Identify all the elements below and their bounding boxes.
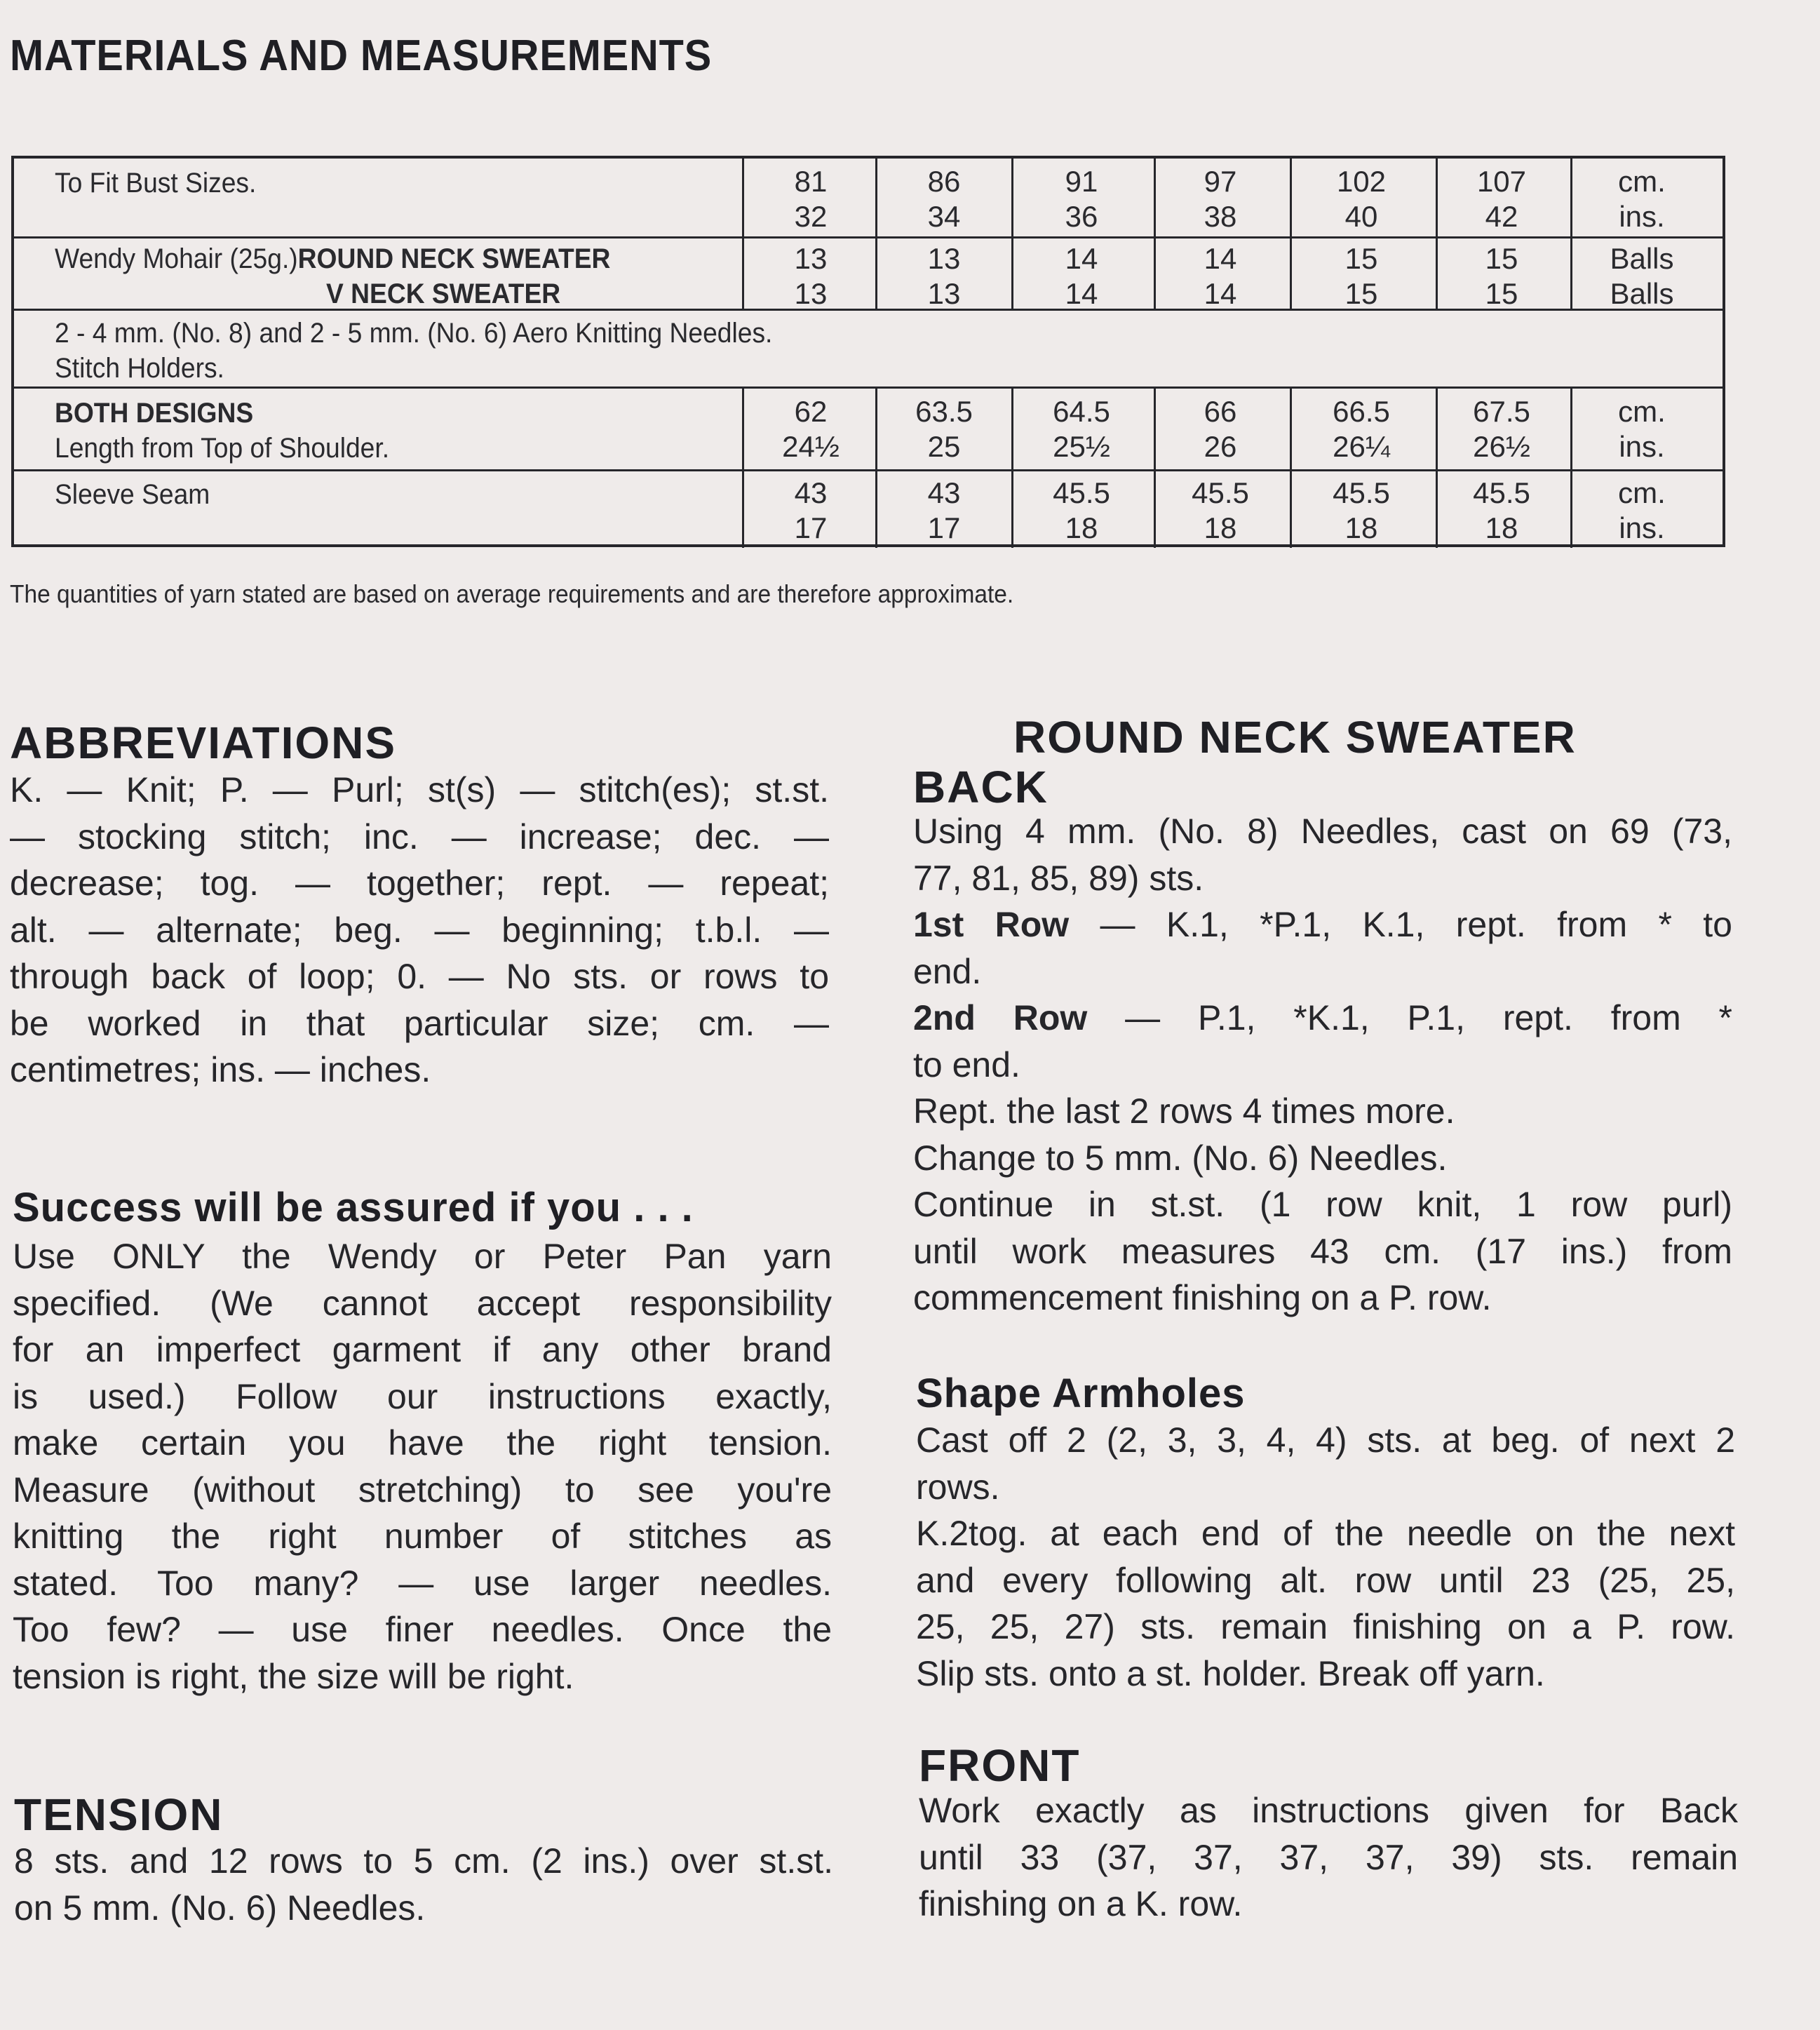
cell-units: cm. ins. (1618, 476, 1666, 544)
armholes-instructions: Cast off 2 (2, 3, 3, 4, 4) sts. at beg. of next 2 rows. K.2tog. at each end of the needle on the next and every following alt. row until 23 (25, 25, 25, 25, 27) sts. remain finishing on a P. row. Slip sts. onto a st. holder. Break off yarn. (916, 1420, 1735, 1693)
cell-units: cm. ins. (1618, 395, 1666, 463)
col-divider (1570, 386, 1572, 548)
front-heading: FRONT (919, 1740, 1081, 1791)
cell-length-4: 66 26 (1204, 395, 1237, 463)
cell-balls-2: 13 13 (927, 242, 961, 310)
row-label-stitch-holders: Stitch Holders. (55, 353, 224, 384)
abbreviations-heading: ABBREVIATIONS (10, 718, 397, 768)
cell-sleeve-1: 43 17 (794, 476, 828, 544)
back-heading: BACK (913, 762, 1049, 812)
cell-balls-3: 14 14 (1065, 242, 1098, 310)
cell-sleeve-3: 45.5 18 (1053, 476, 1110, 544)
row-label-bust-sizes: To Fit Bust Sizes. (55, 168, 257, 199)
row-divider (14, 386, 1723, 389)
row-label-length: Length from Top of Shoulder. (55, 433, 390, 464)
cell-sleeve-4: 45.5 18 (1192, 476, 1249, 544)
cell-sleeve-2: 43 17 (927, 476, 961, 544)
measurements-table (11, 156, 1725, 547)
cell-units: Balls Balls (1610, 242, 1674, 310)
back-instructions: Using 4 mm. (No. 8) Needles, cast on 69 (73, 77, 81, 85, 89) sts. 1st Row — K.1, *P.1, K.1, rept. from * to end. 2nd Row — P.1, *K.1, P.1, rept. from * to end. Rept. the last 2 rows 4 times more. Change to 5 mm. (No. 6) Needles. Continue in st.st. (1 row knit, 1 row purl) until work measures 43 cm. (17 ins.) from commencement finishing on a P. row. (913, 812, 1733, 1317)
cell-units: cm. ins. (1618, 165, 1666, 233)
col-divider (1011, 159, 1013, 309)
cell-length-3: 64.5 25½ (1053, 395, 1110, 463)
cell-length-1: 62 24½ (782, 395, 840, 463)
cell-bust-size-1: 81 32 (794, 165, 828, 233)
col-divider (1290, 386, 1292, 548)
cell-bust-size-2: 86 34 (927, 165, 961, 233)
round-neck-heading: ROUND NECK SWEATER (1013, 712, 1577, 762)
cell-balls-4: 14 14 (1204, 242, 1237, 310)
row-label-needles: 2 - 4 mm. (No. 8) and 2 - 5 mm. (No. 6) Aero Knitting Needles. (55, 318, 773, 349)
cell-bust-size-6: 107 42 (1476, 165, 1527, 233)
tension-text: 8 sts. and 12 rows to 5 cm. (2 ins.) over st.st. on 5 mm. (No. 6) Needles. (14, 1841, 833, 1928)
abbreviations-text: K. — Knit; P. — Purl; st(s) — stitch(es); st.st. — stocking stitch; inc. — increase; dec. — decrease; tog. — together; rept. — repeat; alt. — alternate; beg. — beginning; t.b.l. — through back of loop; 0. — No sts. or rows to be worked in that particular size; cm. — centimetres; ins. — inches. (10, 770, 829, 1089)
success-text: Use ONLY the Wendy or Peter Pan yarn specified. (We cannot accept responsibility for an imperfect garment if any other brand is used.) Follow our instructions exactly, make certain you have the right tension. Measure (without stretching) to see you're knitting the right number of stitches as stated. Too many? — use larger needles. Too few? — use finer needles. Once the tension is right, the size will be right. (13, 1237, 832, 1696)
col-divider (1011, 386, 1013, 548)
row-divider (14, 469, 1723, 471)
row-2-instruction: 2nd Row — P.1, *K.1, P.1, rept. from * (913, 998, 1733, 1037)
cell-length-2: 63.5 25 (915, 395, 973, 463)
col-divider (1570, 159, 1572, 309)
tension-heading: TENSION (14, 1789, 224, 1840)
cell-balls-1: 13 13 (794, 242, 828, 310)
row-label-sleeve-seam: Sleeve Seam (55, 479, 210, 510)
row-label-both-designs: BOTH DESIGNS (55, 398, 254, 429)
row-label-v-neck: V NECK SWEATER (326, 278, 561, 309)
col-divider (1290, 159, 1292, 309)
cell-balls-5: 15 15 (1344, 242, 1378, 310)
yarn-quantity-note: The quantities of yarn stated are based on average requirements and are therefore approximate. (10, 579, 1014, 608)
row-1-instruction: 1st Row — K.1, *P.1, K.1, rept. from * to (913, 905, 1732, 944)
cell-length-5: 66.5 26¼ (1333, 395, 1390, 463)
cell-balls-6: 15 15 (1485, 242, 1518, 310)
row-divider (14, 236, 1723, 238)
front-instructions: Work exactly as instructions given for Back until 33 (37, 37, 37, 37, 39) sts. remain finishing on a K. row. (919, 1791, 1738, 1923)
cell-length-6: 67.5 26½ (1473, 395, 1530, 463)
cell-bust-size-5: 102 40 (1336, 165, 1387, 233)
success-heading: Success will be assured if you . . . (13, 1185, 694, 1230)
cell-sleeve-6: 45.5 18 (1473, 476, 1530, 544)
page-title: MATERIALS AND MEASUREMENTS (10, 32, 713, 80)
cell-bust-size-3: 91 36 (1065, 165, 1098, 233)
cell-sleeve-5: 45.5 18 (1333, 476, 1390, 544)
cell-bust-size-4: 97 38 (1204, 165, 1237, 233)
shape-armholes-heading: Shape Armholes (916, 1371, 1246, 1416)
row-label-yarn: Wendy Mohair (25g.)ROUND NECK SWEATER (55, 243, 611, 274)
